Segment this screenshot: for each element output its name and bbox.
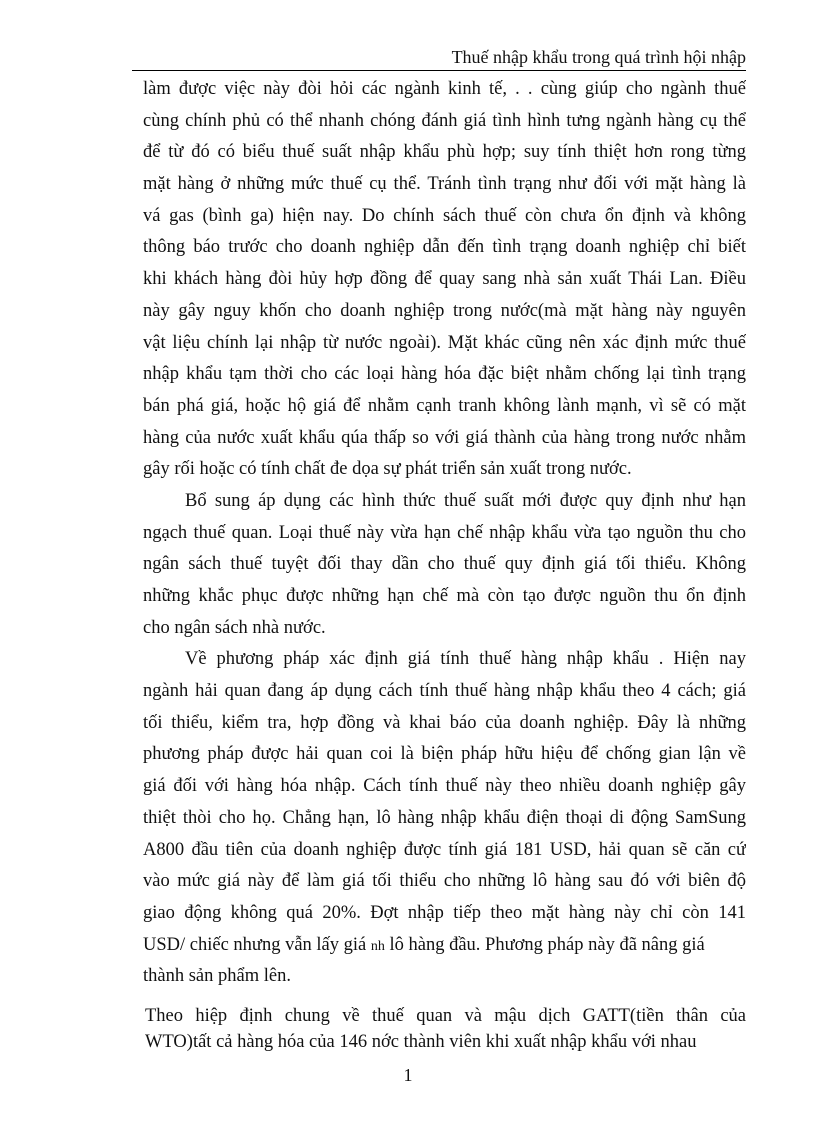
text-line: những khắc phục được những hạn chế mà còn tạo được nguồn thu ổn định — [143, 586, 746, 606]
text-line: cùng chính phủ có thể nhanh chóng đánh giá tình hình tưng ngành hàng cụ thể — [143, 110, 746, 131]
text-line: khi khách hàng đòi hủy hợp đồng để quay sang nhà sản xuất Thái Lan. Điều — [143, 269, 746, 290]
text-line: ngạch thuế quan. Loại thuế này vừa hạn chế nhập khẩu vừa tạo nguồn thu cho — [143, 522, 746, 543]
text-line: hàng của nước xuất khẩu qúa thấp so với giá thành của hàng trong nước nhằm — [143, 427, 746, 448]
inline-small-text: nh — [370, 938, 385, 954]
text-line: vá gas (bình ga) hiện nay. Do chính sách thuế còn chưa ổn định và không — [143, 205, 746, 226]
text-line: thành sản phẩm lên. — [143, 966, 291, 987]
running-header: Thuế nhập khẩu trong quá trình hội nhập — [451, 47, 746, 67]
paragraph-4 — [145, 993, 746, 1055]
text-line: vào mức giá này để làm giá tối thiểu cho những lô hàng sau đó với biên độ — [143, 871, 746, 892]
paragraph-3 — [143, 644, 746, 993]
text-line: thiệt thòi cho họ. Chẳng hạn, lô hàng nhập khẩu điện thoại di động SamSung — [143, 807, 746, 828]
text-line: A800 đầu tiên của doanh nghiệp được tính giá 181 USD, hải quan sẽ căn cứ — [143, 839, 746, 860]
text-line: để từ đó có biểu thuế suất nhập khẩu phù hợp; suy tính thiệt hơn rong từng — [143, 142, 746, 163]
body-text — [143, 74, 746, 1055]
text-line: Theo hiệp định chung về thuế quan và mậu dịch GATT(tiền thân của — [145, 1005, 746, 1026]
page-number: 1 — [403, 1065, 413, 1085]
text-line: giá đối với hàng hóa nhập. Cách tính thuế này theo nhiều doanh nghiệp gây — [143, 776, 746, 797]
text-line: ngân sách thuế tuyệt đối thay dần cho thuế quy định giá tối thiểu. Không — [143, 554, 746, 575]
text-line: cho ngân sách nhà nước. — [143, 617, 326, 638]
text-line: ngành hải quan đang áp dụng cách tính thuế hàng nhập khẩu theo 4 cách; giá — [143, 681, 746, 702]
text-fragment: USD/ chiếc nhưng vẫn lấy giá — [143, 934, 367, 955]
text-line: phương pháp được hải quan coi là biện pháp hữu hiệu để chống gian lận về — [143, 744, 746, 765]
header-rule — [132, 70, 746, 71]
text-line: làm được việc này đòi hỏi các ngành kinh tế, . . cùng giúp cho ngành thuế — [143, 79, 746, 99]
text-line: mặt hàng ở những mức thuế cụ thể. Tránh tình trạng như đối với mặt hàng là — [143, 174, 746, 195]
text-line: Bổ sung áp dụng các hình thức thuế suất mới được quy định như hạn — [185, 490, 746, 511]
text-line: Về phương pháp xác định giá tính thuế hàng nhập khẩu . Hiện nay — [185, 649, 746, 670]
text-line: này gây nguy khốn cho doanh nghiệp trong nước(mà mặt hàng này nguyên — [143, 300, 746, 321]
text-line: tối thiểu, kiểm tra, hợp đồng và khai báo của doanh nghiệp. Đây là những — [143, 712, 746, 733]
text-line: bán phá giá, hoặc hộ giá để nhằm cạnh tranh không lành mạnh, vì sẽ có mặt — [143, 395, 746, 416]
text-line: gây rối hoặc có tính chất đe dọa sự phát triển sản xuất trong nước. — [143, 459, 632, 480]
text-fragment: lô hàng đầu. Phương pháp này đã nâng giá — [389, 934, 705, 955]
text-line: thông báo trước cho doanh nghiệp dẫn đến tình trạng doanh nghiệp chỉ biết — [143, 237, 746, 258]
paragraph-1 — [143, 74, 746, 486]
text-line: nhập khẩu tạm thời cho các loại hàng hóa đặc biệt nhằm chống lại tình trạng — [143, 364, 746, 385]
text-line: vật liệu chính lại nhập từ nước ngoài). Mặt khác cũng nên xác định mức thuế — [143, 332, 746, 353]
paragraph-2 — [143, 486, 746, 644]
text-line-with-inline-fragment — [143, 930, 746, 962]
text-line: giao động không quá 20%. Đợt nhập tiếp theo mặt hàng này chỉ còn 141 — [143, 902, 746, 923]
text-line: WTO)tất cả hàng hóa của 146 nớc thành viên khi xuất nhập khẩu với nhau — [145, 1031, 697, 1052]
